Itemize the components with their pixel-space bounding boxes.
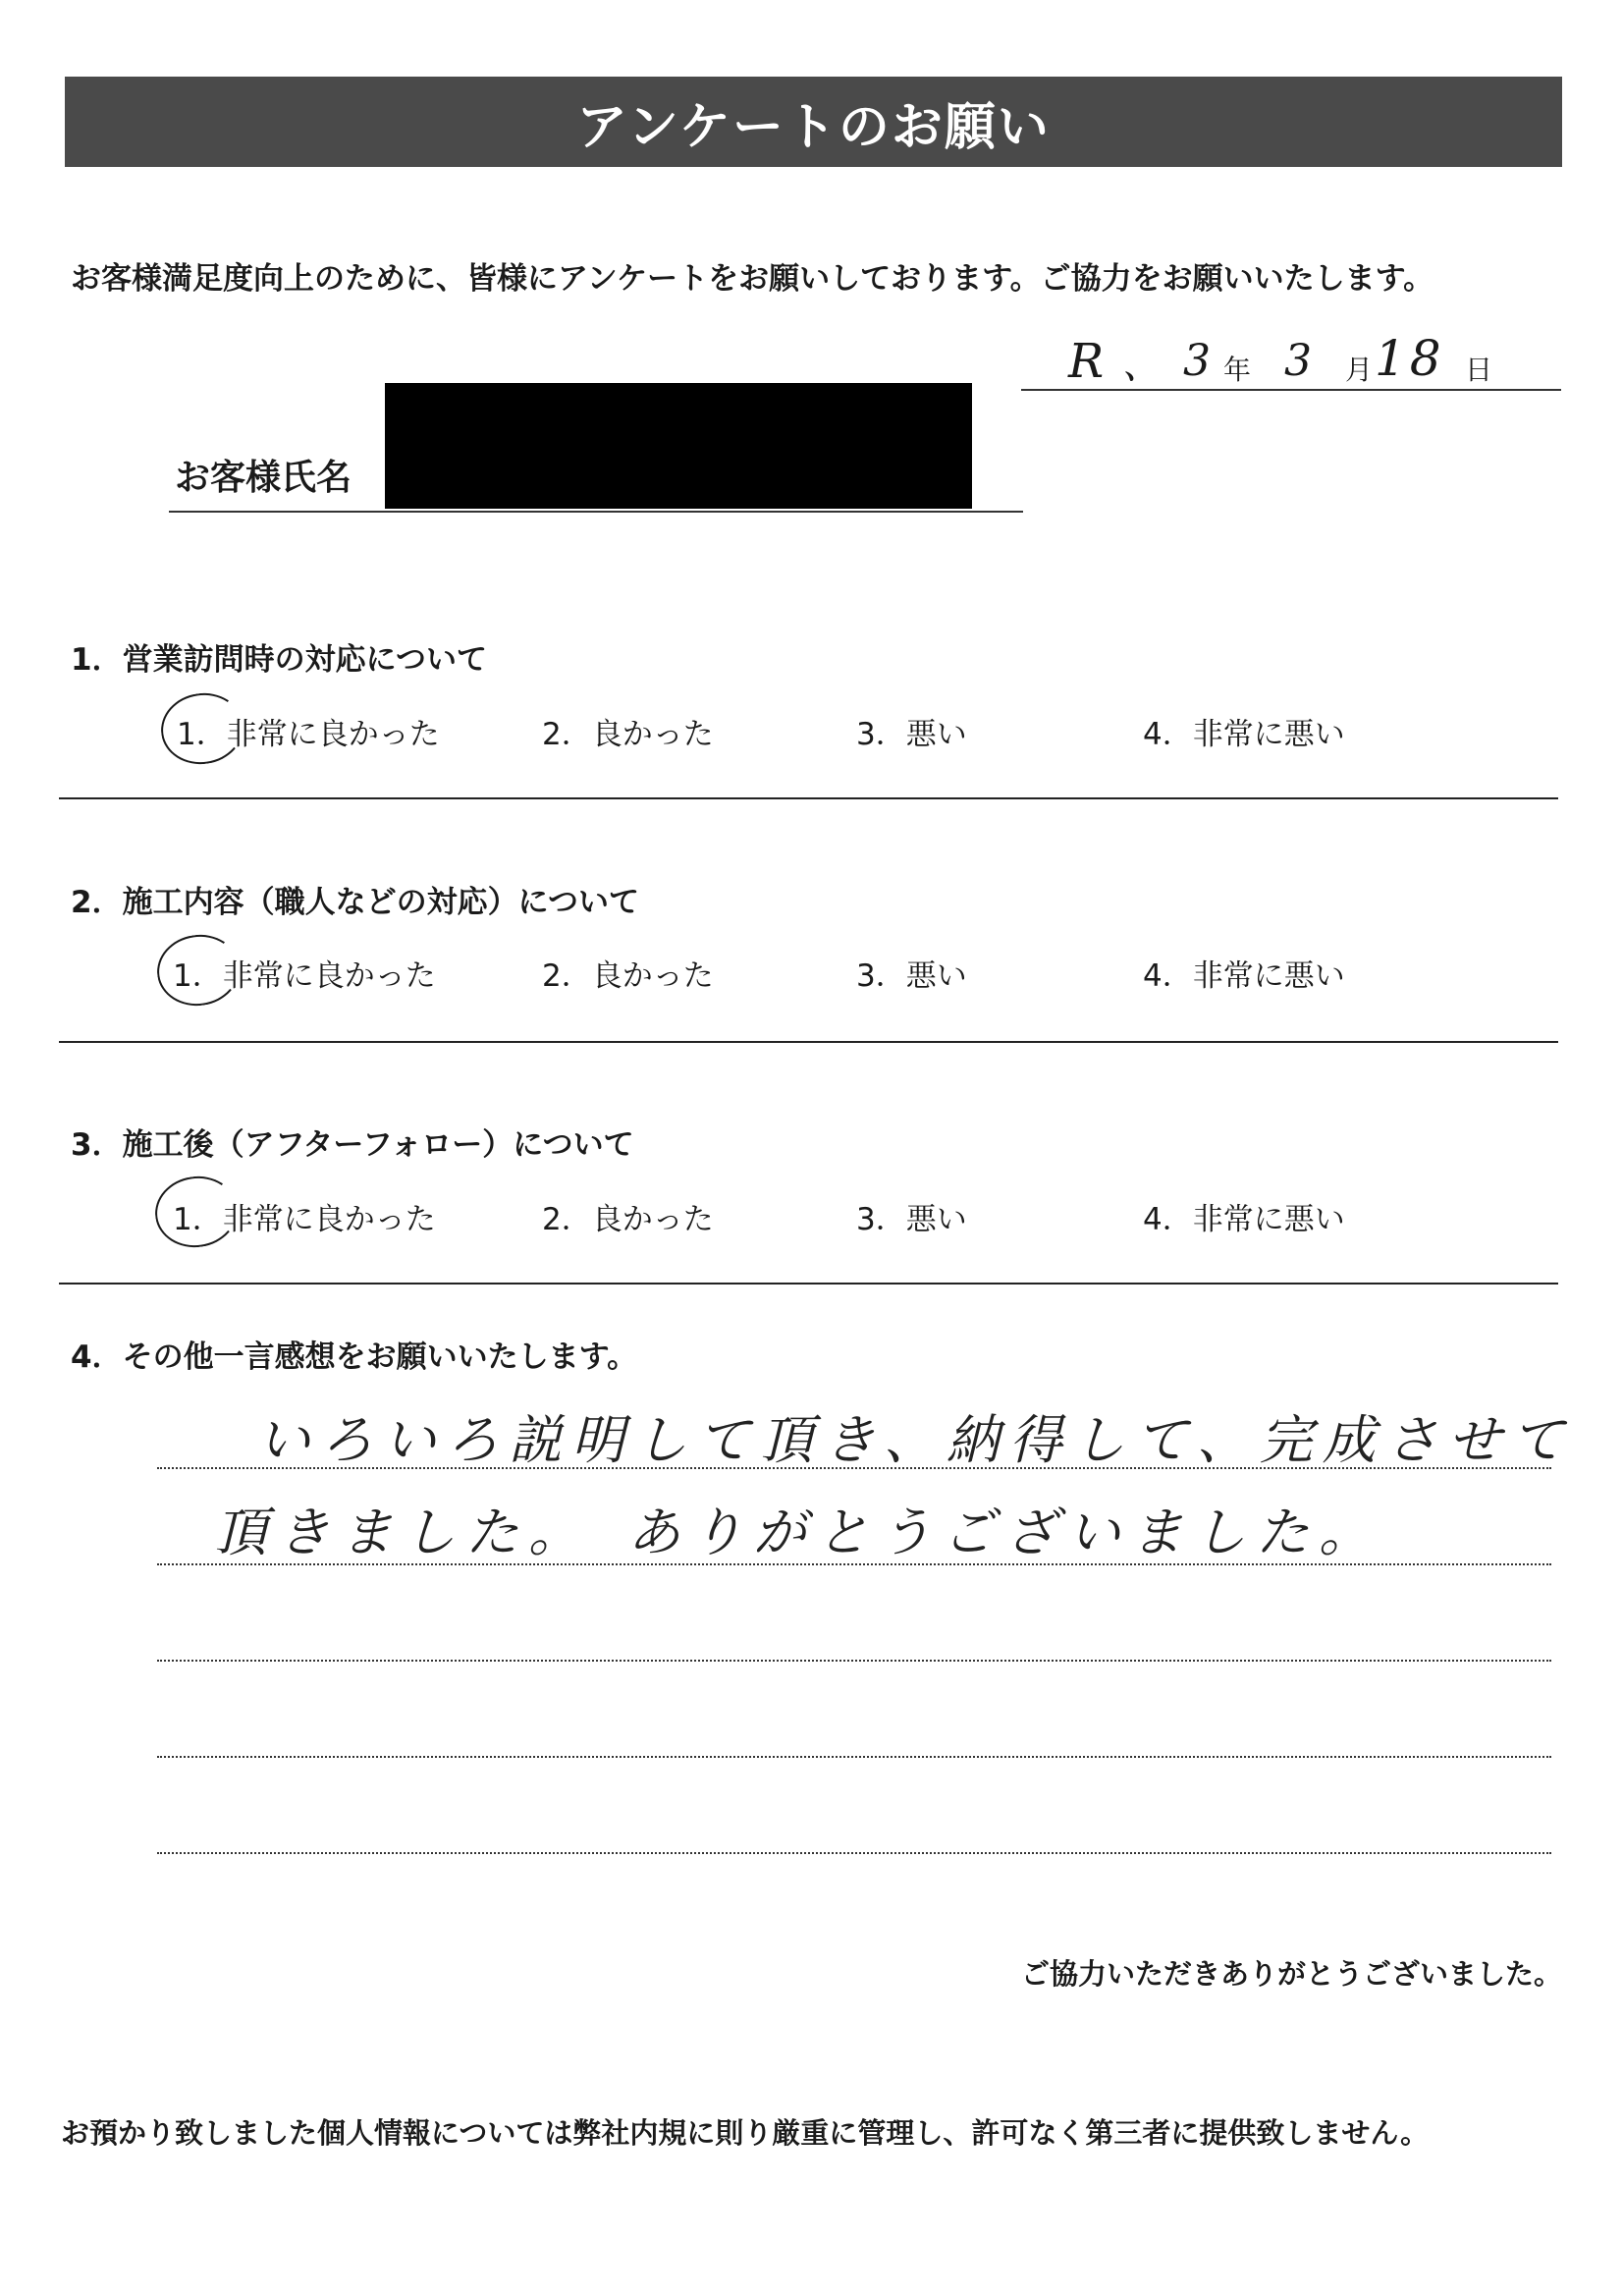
thank-you-note: ご協力いただきありがとうございました。	[1021, 1957, 1563, 1991]
q3-option-4[interactable]: 4．非常に悪い	[1143, 1202, 1345, 1237]
customer-name-label: お客様氏名	[175, 458, 352, 498]
redacted-customer-name	[385, 383, 972, 509]
question-4-title: 4．その他一言感想をお願いいたします。	[71, 1339, 638, 1375]
question-1-title: 1．営業訪問時の対応について	[71, 642, 487, 678]
q2-option-1[interactable]: 1．非常に良かった	[173, 958, 436, 994]
q2-option-4[interactable]: 4．非常に悪い	[1143, 958, 1345, 994]
q1-option-4[interactable]: 4．非常に悪い	[1143, 717, 1345, 752]
section-divider	[59, 1283, 1558, 1285]
question-3-title: 3．施工後（アフターフォロー）について	[71, 1127, 634, 1163]
intro-text: お客様満足度向上のために、皆様にアンケートをお願いしております。ご協力をお願いいたします。	[71, 261, 1434, 297]
q2-option-2[interactable]: 2．良かった	[542, 958, 714, 994]
section-divider	[59, 797, 1558, 799]
q3-option-1[interactable]: 1．非常に良かった	[173, 1202, 436, 1237]
q2-option-3[interactable]: 3．悪い	[856, 958, 967, 994]
q3-option-3[interactable]: 3．悪い	[856, 1202, 967, 1237]
q1-option-3[interactable]: 3．悪い	[856, 717, 967, 752]
date-day: 18	[1375, 330, 1445, 387]
date-month-unit: 月	[1345, 354, 1374, 386]
comment-rule-4[interactable]	[157, 1756, 1551, 1758]
comment-rule-2[interactable]	[157, 1563, 1551, 1565]
date-day-unit: 日	[1465, 354, 1493, 386]
q1-option-1[interactable]: 1．非常に良かった	[177, 717, 440, 752]
comment-line-1: いろいろ説明して頂き、納得して、完成させて	[257, 1409, 1574, 1471]
title-bar	[65, 77, 1562, 167]
comment-rule-3[interactable]	[157, 1660, 1551, 1662]
date-year: 3	[1183, 336, 1211, 386]
privacy-notice: お預かり致しました個人情報については弊社内規に則り厳重に管理し、許可なく第三者に提供致しません。	[61, 2116, 1430, 2150]
date-month: 3	[1284, 336, 1312, 386]
comment-line-2: 頂きました。 ありがとうございました。	[214, 1502, 1381, 1563]
section-divider	[59, 1041, 1558, 1043]
customer-name-underline	[169, 511, 1023, 513]
comment-rule-5[interactable]	[157, 1852, 1551, 1854]
question-2-title: 2．施工内容（職人などの対応）について	[71, 885, 639, 920]
date-year-unit: 年	[1223, 354, 1252, 386]
date-era: R	[1068, 334, 1105, 389]
comment-rule-1[interactable]	[157, 1467, 1551, 1469]
q1-option-2[interactable]: 2．良かった	[542, 717, 714, 752]
date-era-separator: 、	[1122, 343, 1162, 388]
page-title: アンケートのお願い	[576, 97, 1051, 157]
q3-option-2[interactable]: 2．良かった	[542, 1202, 714, 1237]
